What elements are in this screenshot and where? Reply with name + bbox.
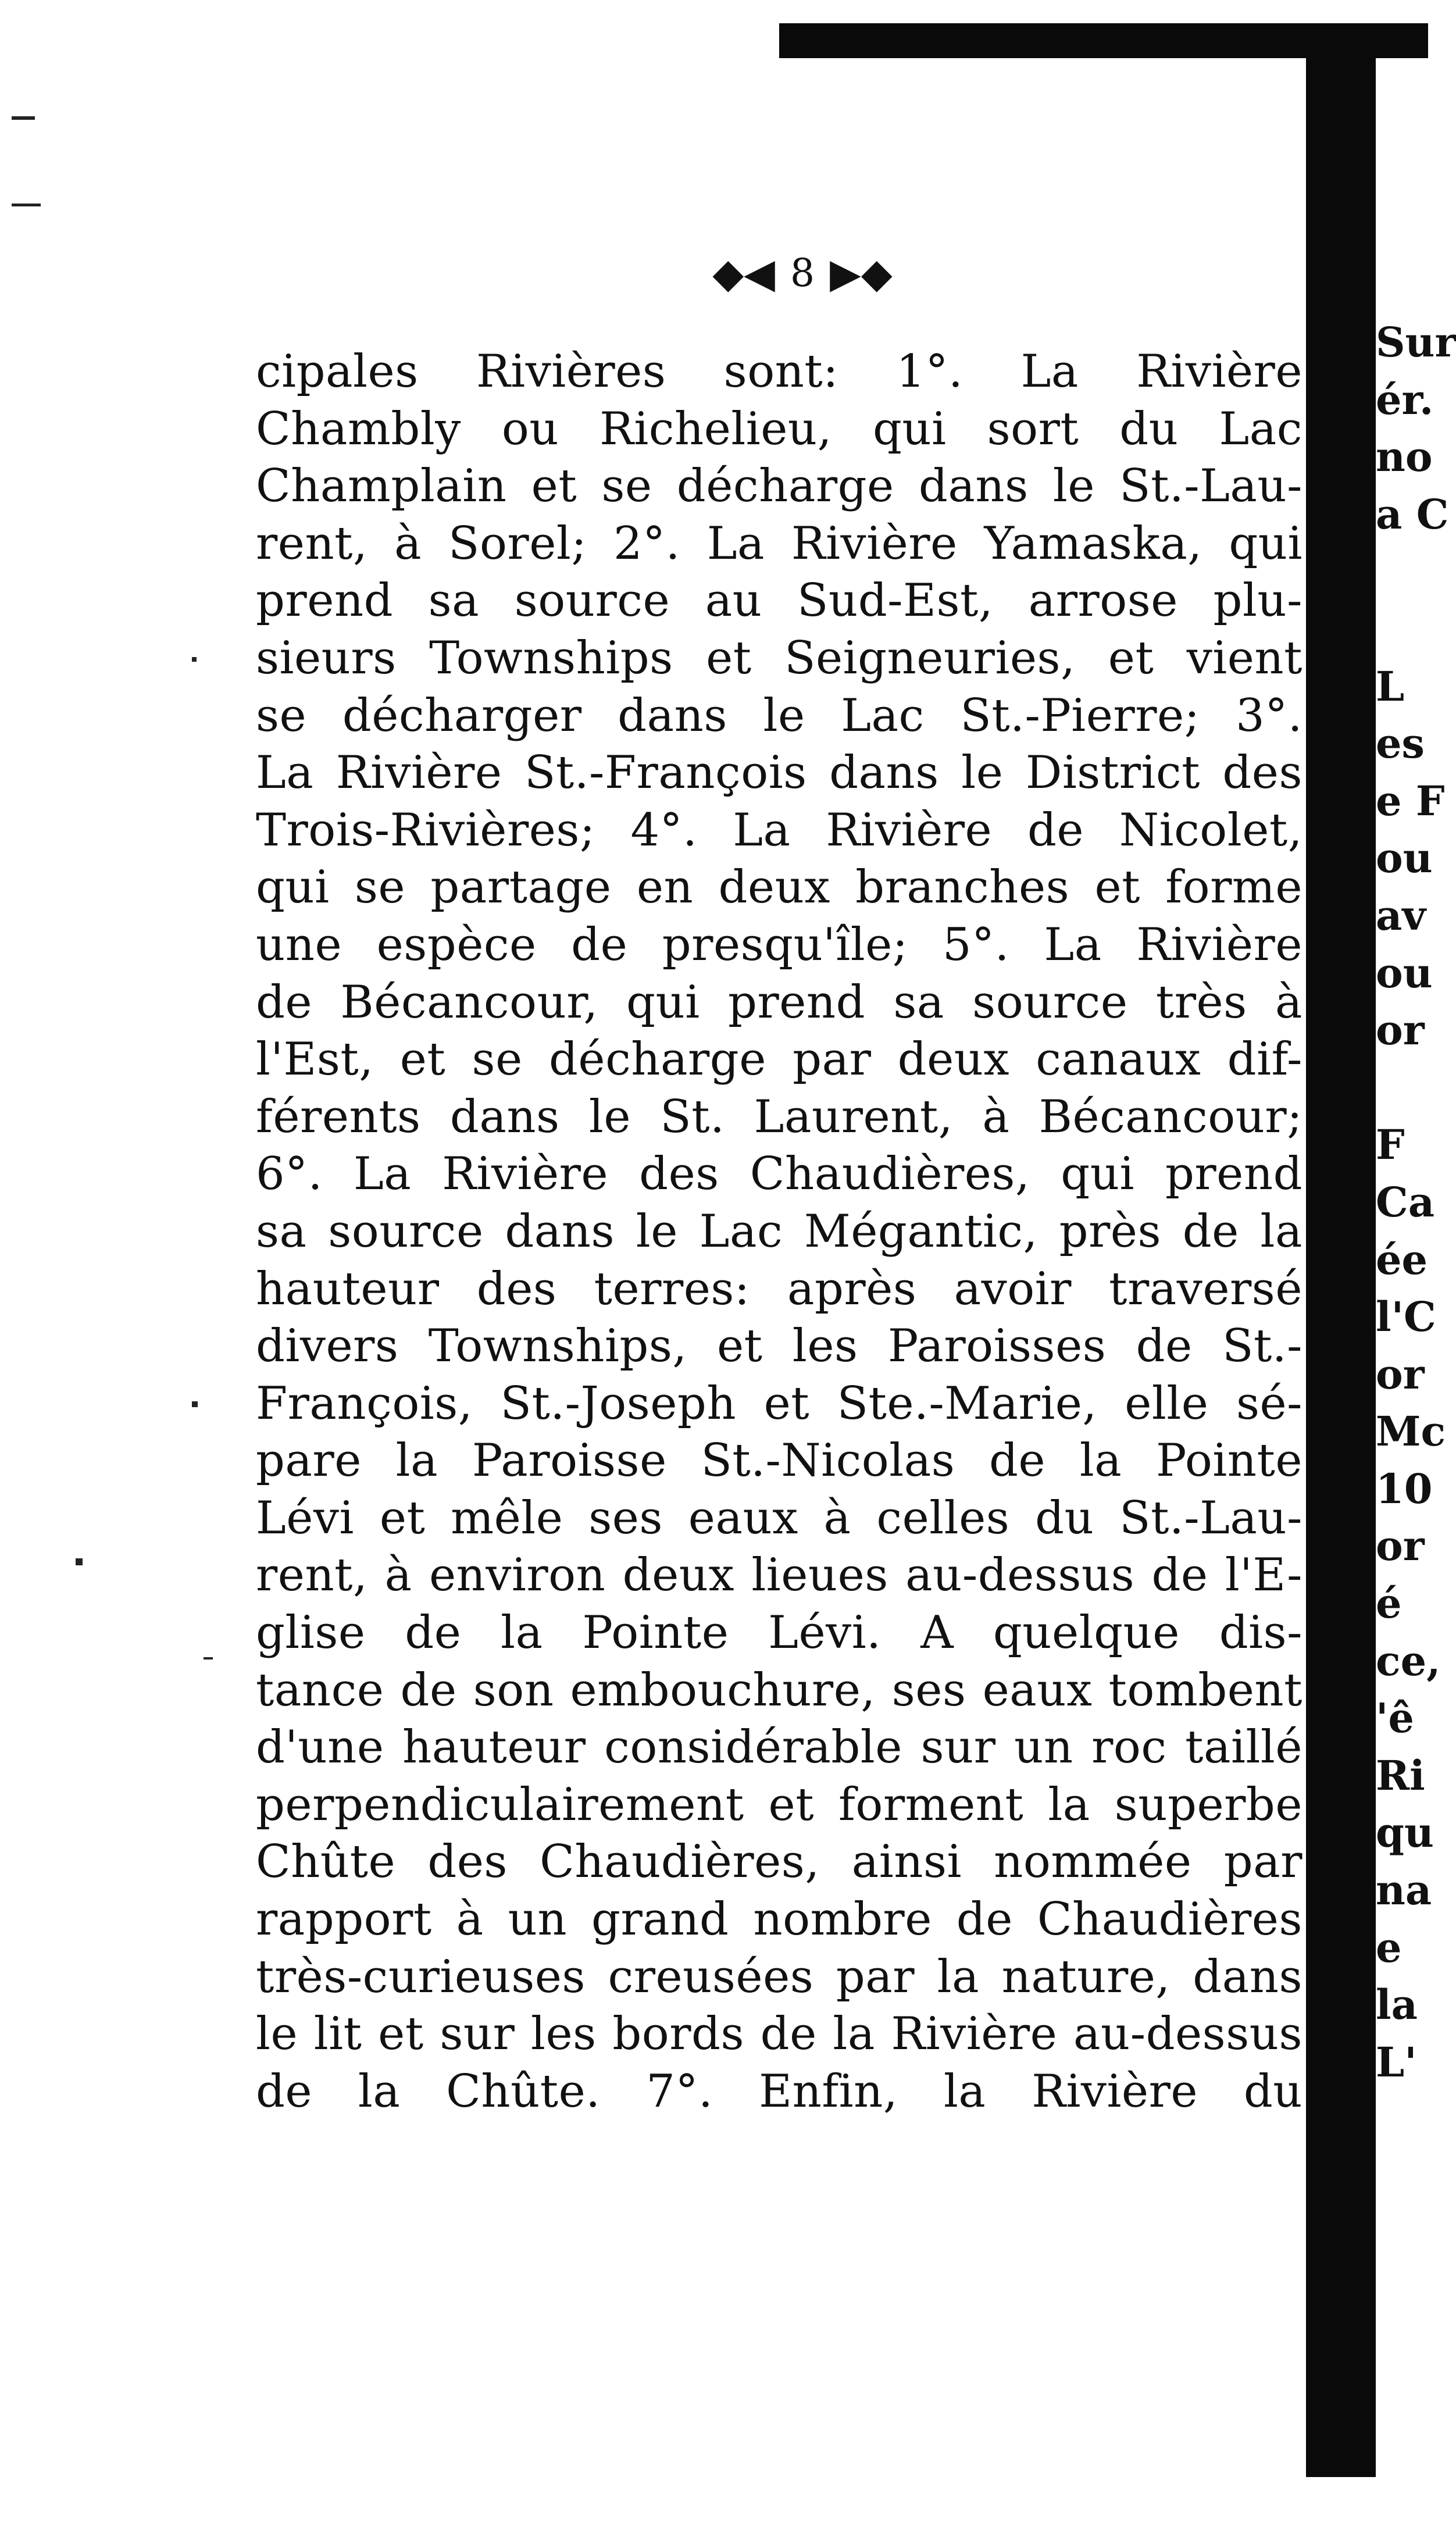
facing-page-fragment: no: [1376, 433, 1433, 481]
text-line: pare la Paroisse St.-Nicolas de la Pointe: [256, 1434, 1302, 1487]
text-line: très-curieuses creusées par la nature, dans: [256, 1950, 1302, 2003]
text-line: de la Chûte. 7°. Enfin, la Rivière du: [256, 2065, 1302, 2118]
text-line: d'une hauteur considérable sur un roc taillé: [256, 1721, 1302, 1774]
text-line: 6°. La Rivière des Chaudières, qui prend: [256, 1148, 1302, 1201]
facing-page-fragment: or: [1376, 1522, 1425, 1571]
text-line: férents dans le St. Laurent, à Bécancour;: [256, 1090, 1302, 1143]
text-line: rent, à environ deux lieues au-dessus de l'E-: [256, 1549, 1302, 1602]
facing-page-fragment: Ca: [1376, 1177, 1435, 1226]
text-line: qui se partage en deux branches et forme: [256, 861, 1302, 914]
right-ornament-icon: ▶◆: [830, 249, 893, 297]
facing-page-fragment: ou: [1376, 948, 1433, 997]
body-text: [256, 343, 1302, 2120]
facing-page-fragment: e F: [1376, 776, 1445, 825]
facing-page-fragment: [1376, 1059, 1428, 1117]
text-line: rapport à un grand nombre de Chaudières: [256, 1893, 1302, 1946]
text-line: se décharger dans le Lac St.-Pierre; 3°.: [256, 689, 1302, 742]
facing-page-fragment: or: [1376, 1006, 1425, 1055]
page-number: 8: [790, 251, 815, 295]
facing-page-fragment: [1376, 601, 1428, 658]
scan-speck: [204, 1657, 213, 1660]
facing-page-fragment: F: [1376, 1120, 1405, 1169]
facing-page-fragment: 'ê: [1376, 1694, 1414, 1743]
facing-page-fragment: 10: [1376, 1464, 1433, 1513]
facing-page-fragment: ée: [1376, 1235, 1428, 1284]
facing-page-fragment: Ri: [1376, 1751, 1425, 1800]
facing-page-fragment: ce,: [1376, 1636, 1441, 1685]
facing-page-fragment: l'C: [1376, 1293, 1436, 1341]
text-line: tance de son embouchure, ses eaux tombent: [256, 1664, 1302, 1716]
text-line: glise de la Pointe Lévi. A quelque dis-: [256, 1607, 1302, 1660]
text-line: cipales Rivières sont: 1°. La Rivière: [256, 345, 1302, 398]
scan-speck: [12, 204, 41, 206]
binding-edge-shadow: [1306, 47, 1376, 2477]
text-line: Chambly ou Richelieu, qui sort du Lac: [256, 402, 1302, 455]
facing-page-fragment: L': [1376, 2037, 1417, 2086]
text-line: Lévi et mêle ses eaux à celles du St.-Lau-: [256, 1491, 1302, 1544]
text-line: Trois-Rivières; 4°. La Rivière de Nicolet,: [256, 804, 1302, 857]
text-line: de Bécancour, qui prend sa source très à: [256, 976, 1302, 1029]
text-line: François, St.-Joseph et Ste.-Marie, elle sé-: [256, 1377, 1302, 1430]
scan-speck: [192, 1401, 198, 1407]
facing-page-fragment: [1376, 543, 1428, 601]
facing-page-bleed: [1376, 314, 1456, 2175]
facing-page-fragment: e: [1376, 1923, 1402, 1972]
text-line: l'Est, et se décharge par deux canaux dif-: [256, 1033, 1302, 1086]
page-header: [680, 244, 925, 302]
facing-page-fragment: la: [1376, 1980, 1418, 2029]
scan-speck: [192, 657, 197, 662]
facing-page-fragment: es: [1376, 719, 1425, 768]
scan-speck: [76, 1558, 83, 1565]
text-line: Champlain et se décharge dans le St.-Lau-: [256, 460, 1302, 513]
text-line: le lit et sur les bords de la Rivière au-dessus: [256, 2008, 1302, 2061]
text-line: divers Townships, et les Paroisses de St.-: [256, 1320, 1302, 1373]
facing-page-fragment: ér.: [1376, 375, 1434, 424]
text-line: rent, à Sorel; 2°. La Rivière Yamaska, qui: [256, 517, 1302, 570]
text-line: sieurs Townships et Seigneuries, et vient: [256, 631, 1302, 684]
text-line: une espèce de presqu'île; 5°. La Rivière: [256, 918, 1302, 971]
text-line: sa source dans le Lac Mégantic, près de la: [256, 1205, 1302, 1258]
text-line: La Rivière St.-François dans le District des: [256, 747, 1302, 800]
facing-page-fragment: ou: [1376, 834, 1433, 883]
facing-page-fragment: or: [1376, 1350, 1425, 1398]
scan-speck: [12, 116, 35, 120]
facing-page-fragment: L: [1376, 662, 1405, 711]
facing-page-fragment: Sur: [1376, 318, 1456, 366]
facing-page-fragment: av: [1376, 891, 1426, 940]
facing-page-fragment: Mc: [1376, 1407, 1446, 1456]
facing-page-fragment: é: [1376, 1579, 1402, 1628]
text-line: prend sa source au Sud-Est, arrose plu-: [256, 574, 1302, 627]
text-line: perpendiculairement et forment la superbe: [256, 1778, 1302, 1831]
text-line: hauteur des terres: après avoir traversé: [256, 1262, 1302, 1315]
facing-page-fragment: qu: [1376, 1808, 1434, 1857]
facing-page-fragment: na: [1376, 1866, 1432, 1915]
facing-page-fragment: a C: [1376, 490, 1449, 538]
text-line: Chûte des Chaudières, ainsi nommée par: [256, 1836, 1302, 1889]
left-ornament-icon: ◆◀: [712, 249, 775, 297]
